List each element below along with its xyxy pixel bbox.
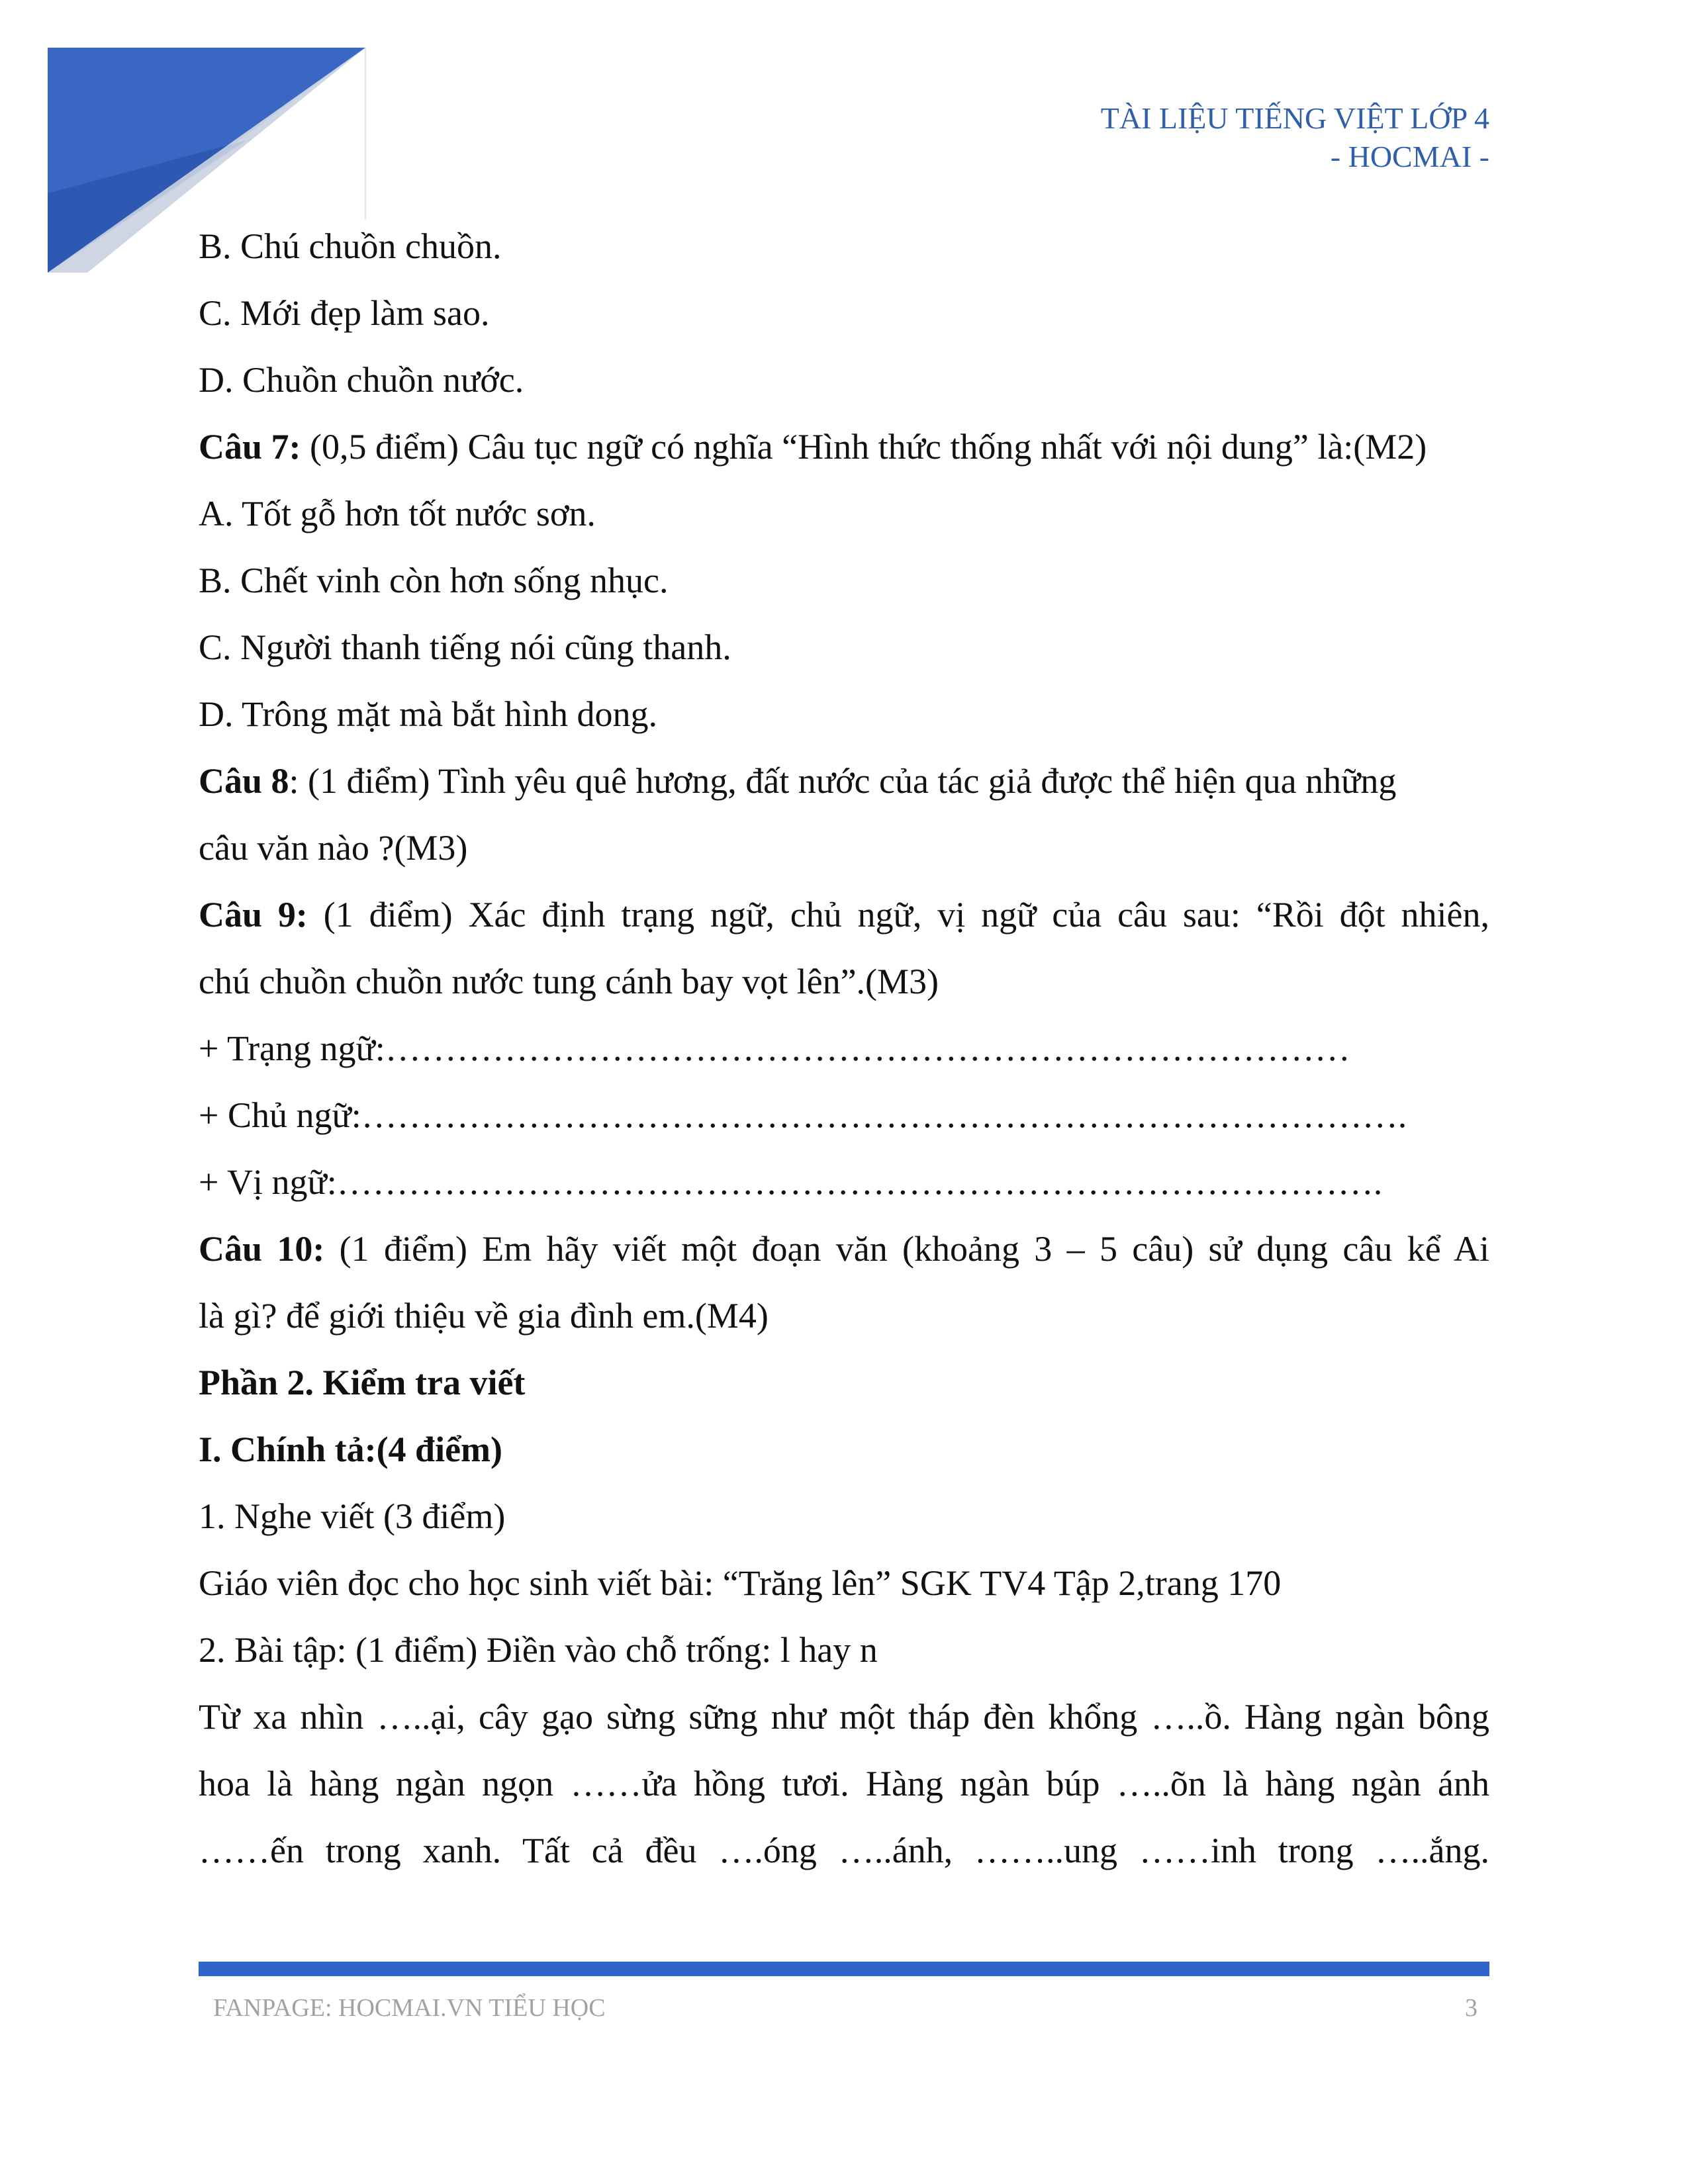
- answer-line-chu-ngu: + Chủ ngữ:…………………………………………………………………………….: [199, 1095, 1407, 1135]
- page-number: 3: [1465, 1994, 1477, 2022]
- question-9-text: (1 điểm) Xác định trạng ngữ, chủ ngữ, vị ngữ của câu sau: “Rồi đột nhiên,: [307, 895, 1490, 934]
- question-7-option-a: A. Tốt gỗ hơn tốt nước sơn.: [199, 494, 596, 533]
- question-10-continued: là gì? để giới thiệu về gia đình em.(M4): [199, 1296, 769, 1336]
- header-subtitle: - HOCMAI -: [1330, 140, 1489, 173]
- question-6-option-c: C. Mới đẹp làm sao.: [199, 293, 490, 333]
- question-9: [199, 882, 1489, 948]
- answer-line-trang-ngu: + Trạng ngữ:………………………………………………………………………: [199, 1028, 1350, 1068]
- footer-fanpage: FANPAGE: HOCMAI.VN TIỂU HỌC: [213, 1994, 606, 2022]
- question-7-option-c: C. Người thanh tiếng nói cũng thanh.: [199, 627, 731, 667]
- footer-divider: [199, 1962, 1489, 1976]
- question-10-text: (1 điểm) Em hãy viết một đoạn văn (khoảng 3 – 5 câu) sử dụng câu kể Ai: [324, 1229, 1490, 1269]
- question-8-text: : (1 điểm) Tình yêu quê hương, đất nước của tác giả được thể hiện qua những: [289, 761, 1397, 801]
- question-8: [199, 748, 1489, 815]
- question-7-label: Câu 7:: [199, 427, 301, 467]
- section-1-heading: I. Chính tả:(4 điểm): [199, 1430, 503, 1469]
- question-8-continued: câu văn nào ?(M3): [199, 828, 468, 868]
- document-body: [199, 213, 1489, 1884]
- question-8-label: Câu 8: [199, 761, 289, 801]
- question-6-option-d: D. Chuồn chuồn nước.: [199, 360, 524, 400]
- question-7-option-d: D. Trông mặt mà bắt hình dong.: [199, 694, 658, 734]
- question-7: [199, 414, 1489, 480]
- item-2: 2. Bài tập: (1 điểm) Điền vào chỗ trống: l hay n: [199, 1630, 878, 1670]
- part-2-heading: Phần 2. Kiểm tra viết: [199, 1363, 526, 1402]
- question-10-label: Câu 10:: [199, 1229, 325, 1269]
- exercise-line-2: hoa là hàng ngàn ngọn ……ửa hồng tươi. Hàng ngàn búp …..õn là hàng ngàn ánh: [199, 1764, 1489, 1803]
- exercise-line-1: Từ xa nhìn …..ại, cây gạo sừng sững như một tháp đèn khổng …..ồ. Hàng ngàn bông: [199, 1697, 1489, 1737]
- question-10: [199, 1216, 1489, 1283]
- question-9-label: Câu 9:: [199, 895, 308, 934]
- question-6-option-b: B. Chú chuồn chuồn.: [199, 226, 502, 266]
- page-header: [1101, 99, 1489, 176]
- item-1-detail: Giáo viên đọc cho học sinh viết bài: “Trăng lên” SGK TV4 Tập 2,trang 170: [199, 1563, 1282, 1603]
- exercise-line-3: ……ến trong xanh. Tất cả đều ….óng …..ánh, ……..ung ……inh trong …..ắng.: [199, 1831, 1489, 1870]
- answer-line-vi-ngu: + Vị ngữ:…………………………………………………………………………….: [199, 1162, 1383, 1202]
- question-7-option-b: B. Chết vinh còn hơn sống nhục.: [199, 561, 669, 600]
- question-9-continued: chú chuồn chuồn nước tung cánh bay vọt lên”.(M3): [199, 962, 939, 1001]
- item-1: 1. Nghe viết (3 điểm): [199, 1496, 506, 1536]
- question-7-text: (0,5 điểm) Câu tục ngữ có nghĩa “Hình thức thống nhất với nội dung” là:(M2): [301, 427, 1427, 467]
- header-title: TÀI LIỆU TIẾNG VIỆT LỚP 4: [1100, 101, 1489, 135]
